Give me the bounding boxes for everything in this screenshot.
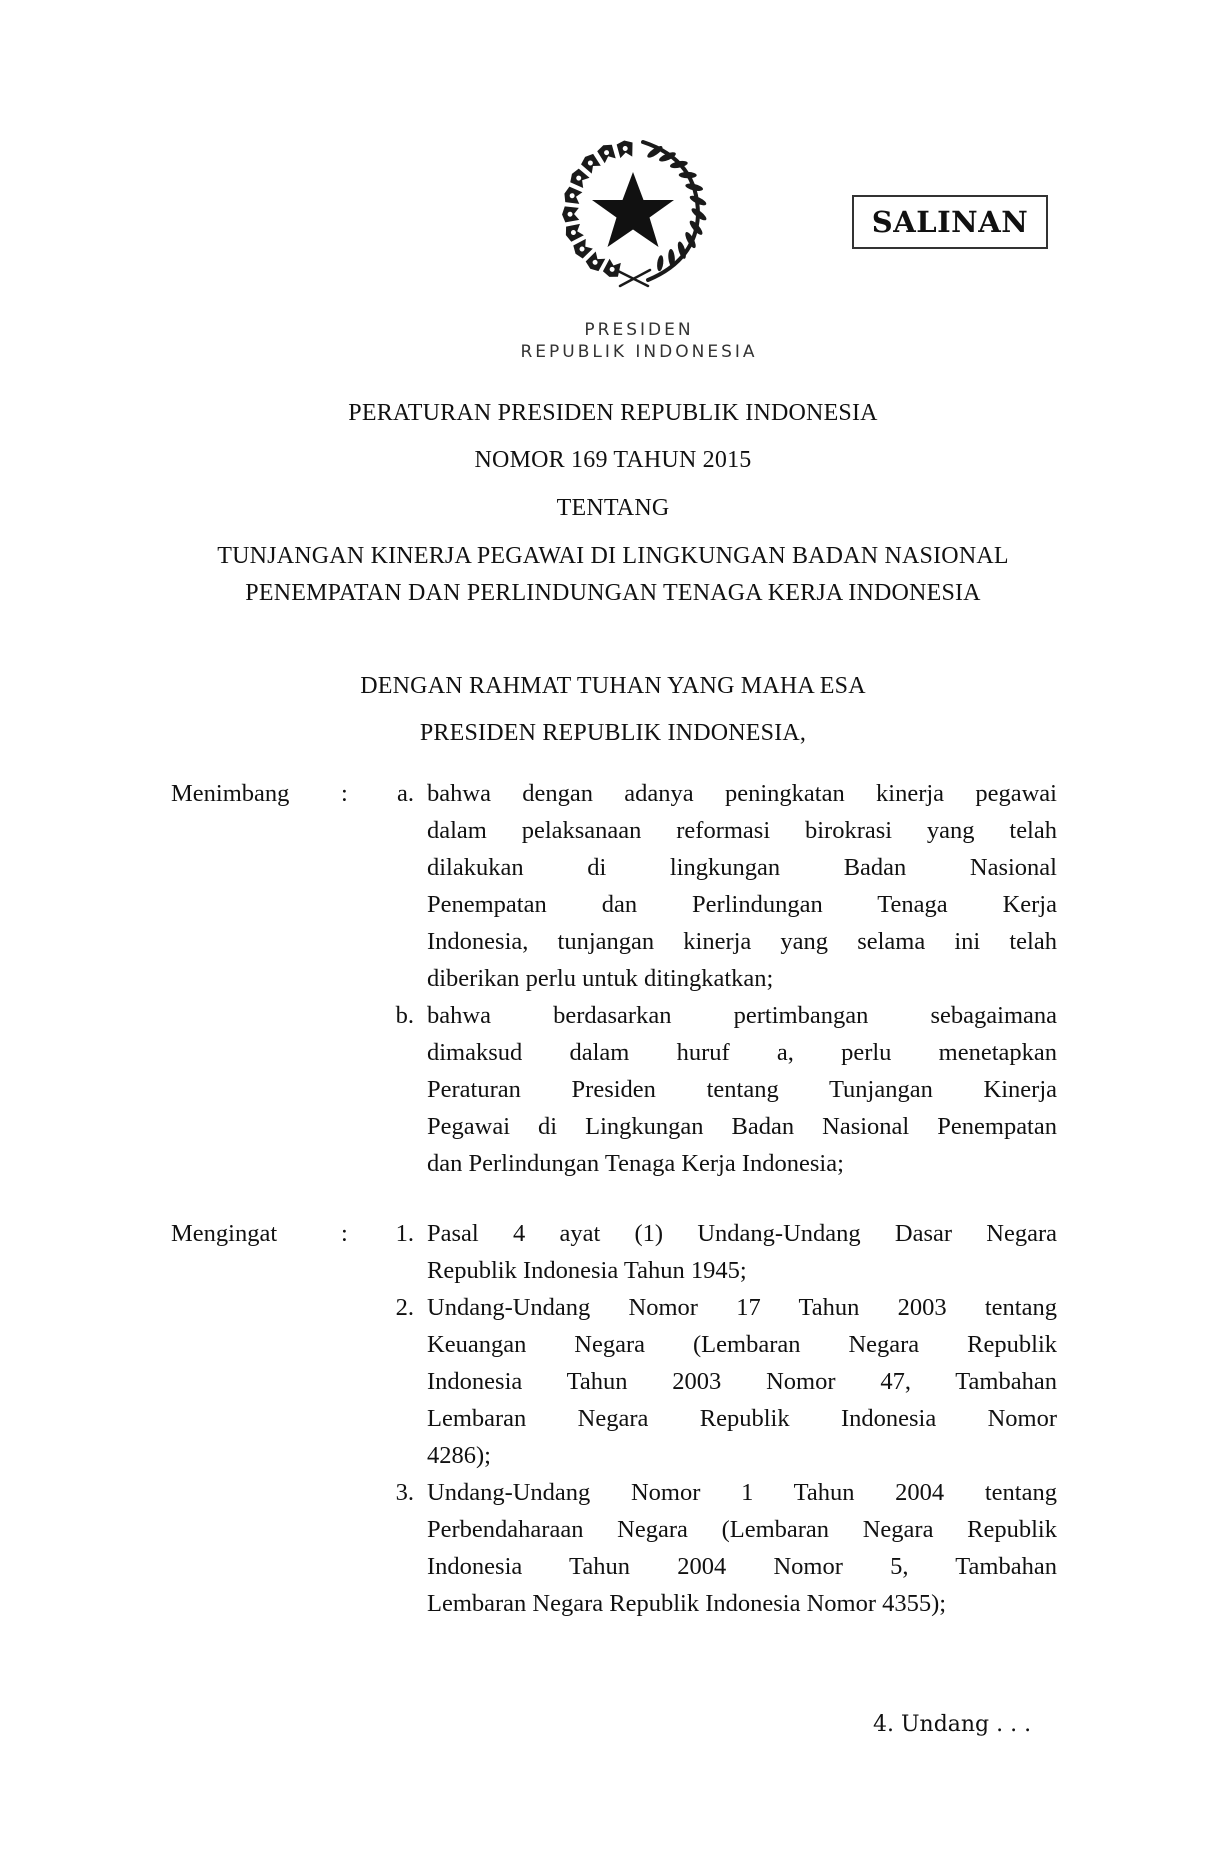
garuda-star-wreath-emblem-icon: [548, 130, 718, 290]
item-text: [427, 775, 1057, 997]
item-text: [427, 1215, 1057, 1289]
text-line: Keuangan Negara (Lembaran Negara Republik: [427, 1331, 1057, 1358]
item-marker: b.: [395, 1002, 414, 1029]
text-line: Perbendaharaan Negara (Lembaran Negara Republik: [427, 1516, 1057, 1543]
text-line: Pegawai di Lingkungan Badan Nasional Penempatan: [427, 1113, 1057, 1140]
text-line: dilakukan di lingkungan Badan Nasional: [427, 854, 1057, 881]
text-line: Indonesia Tahun 2004 Nomor 5, Tambahan: [427, 1553, 1057, 1580]
document-tentang: TENTANG: [556, 495, 670, 521]
page-continuation: 4. Undang . . .: [873, 1712, 1032, 1737]
text-line: bahwa dengan adanya peningkatan kinerja pegawai: [427, 780, 1057, 807]
office-title-republik: REPUBLIK INDONESIA: [520, 342, 758, 362]
text-line: Lembaran Negara Republik Indonesia Nomor: [427, 1405, 1057, 1432]
text-line: diberikan perlu untuk ditingkatkan;: [427, 965, 774, 992]
item-marker: a.: [397, 780, 414, 807]
text-line: Indonesia Tahun 2003 Nomor 47, Tambahan: [427, 1368, 1057, 1395]
text-line: Undang-Undang Nomor 1 Tahun 2004 tentang: [427, 1479, 1057, 1506]
text-line: dimaksud dalam huruf a, perlu menetapkan: [427, 1039, 1057, 1066]
text-line: Indonesia, tunjangan kinerja yang selama ini telah: [427, 928, 1057, 955]
item-text: [427, 997, 1057, 1182]
item-marker: 3.: [395, 1479, 414, 1506]
text-line: Republik Indonesia Tahun 1945;: [427, 1257, 747, 1284]
text-line: Pasal 4 ayat (1) Undang-Undang Dasar Negara: [427, 1220, 1057, 1247]
text-line: bahwa berdasarkan pertimbangan sebagaimana: [427, 1002, 1057, 1029]
section-colon: :: [341, 780, 348, 807]
office-title-presiden: PRESIDEN: [584, 320, 694, 340]
item-marker: 2.: [395, 1294, 414, 1321]
section-label: Mengingat: [171, 1220, 278, 1247]
item-text: [427, 1289, 1057, 1474]
section-label: Menimbang: [171, 780, 290, 807]
document-subject-line-1: TUNJANGAN KINERJA PEGAWAI DI LINGKUNGAN BADAN NASIONAL: [217, 543, 1009, 569]
text-line: dan Perlindungan Tenaga Kerja Indonesia;: [427, 1150, 844, 1177]
text-line: Lembaran Negara Republik Indonesia Nomor 4355);: [427, 1590, 947, 1617]
preamble-line-2: PRESIDEN REPUBLIK INDONESIA,: [419, 720, 807, 746]
text-line: 4286);: [427, 1442, 491, 1469]
item-marker: 1.: [395, 1220, 414, 1247]
text-line: Peraturan Presiden tentang Tunjangan Kinerja: [427, 1076, 1057, 1103]
copy-stamp: SALINAN: [852, 195, 1048, 249]
document-subject-line-2: PENEMPATAN DAN PERLINDUNGAN TENAGA KERJA INDONESIA: [245, 580, 981, 606]
section-colon: :: [341, 1220, 348, 1247]
document-title: PERATURAN PRESIDEN REPUBLIK INDONESIA: [348, 400, 878, 426]
text-line: Undang-Undang Nomor 17 Tahun 2003 tentang: [427, 1294, 1057, 1321]
text-line: dalam pelaksanaan reformasi birokrasi yang telah: [427, 817, 1057, 844]
text-line: Penempatan dan Perlindungan Tenaga Kerja: [427, 891, 1057, 918]
document-number: NOMOR 169 TAHUN 2015: [474, 447, 752, 473]
item-text: [427, 1474, 1057, 1622]
preamble-line-1: DENGAN RAHMAT TUHAN YANG MAHA ESA: [360, 673, 866, 699]
